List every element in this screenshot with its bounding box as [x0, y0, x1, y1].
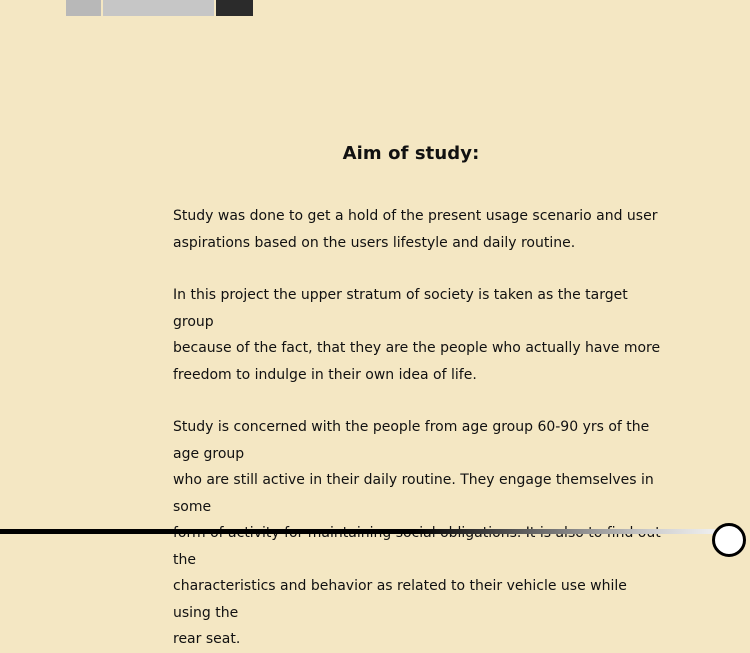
- paragraph-2: In this project the upper stratum of society is taken as the target group because of the fact, that they are the people who actually have more freedom to indulge in their own idea of life.: [173, 287, 661, 383]
- slide-title: Aim of study:: [342, 143, 480, 164]
- circle-outline-icon: [712, 523, 746, 557]
- slide-content: [173, 203, 663, 653]
- top-bar-right: [216, 0, 253, 16]
- top-bar-left: [66, 0, 101, 16]
- top-decorative-bars: [66, 0, 253, 16]
- paragraph-1: Study was done to get a hold of the present usage scenario and user aspirations based on the users lifestyle and daily routine.: [173, 208, 658, 251]
- paragraph-3: Study is concerned with the people from age group 60-90 yrs of the age group who are still active in their daily routine. They engage themselves in some the characteristics and behavior as related to their vehicle use while using the rear seat.: [173, 419, 654, 647]
- bottom-divider-line: [0, 529, 715, 534]
- top-bar-middle: [103, 0, 214, 16]
